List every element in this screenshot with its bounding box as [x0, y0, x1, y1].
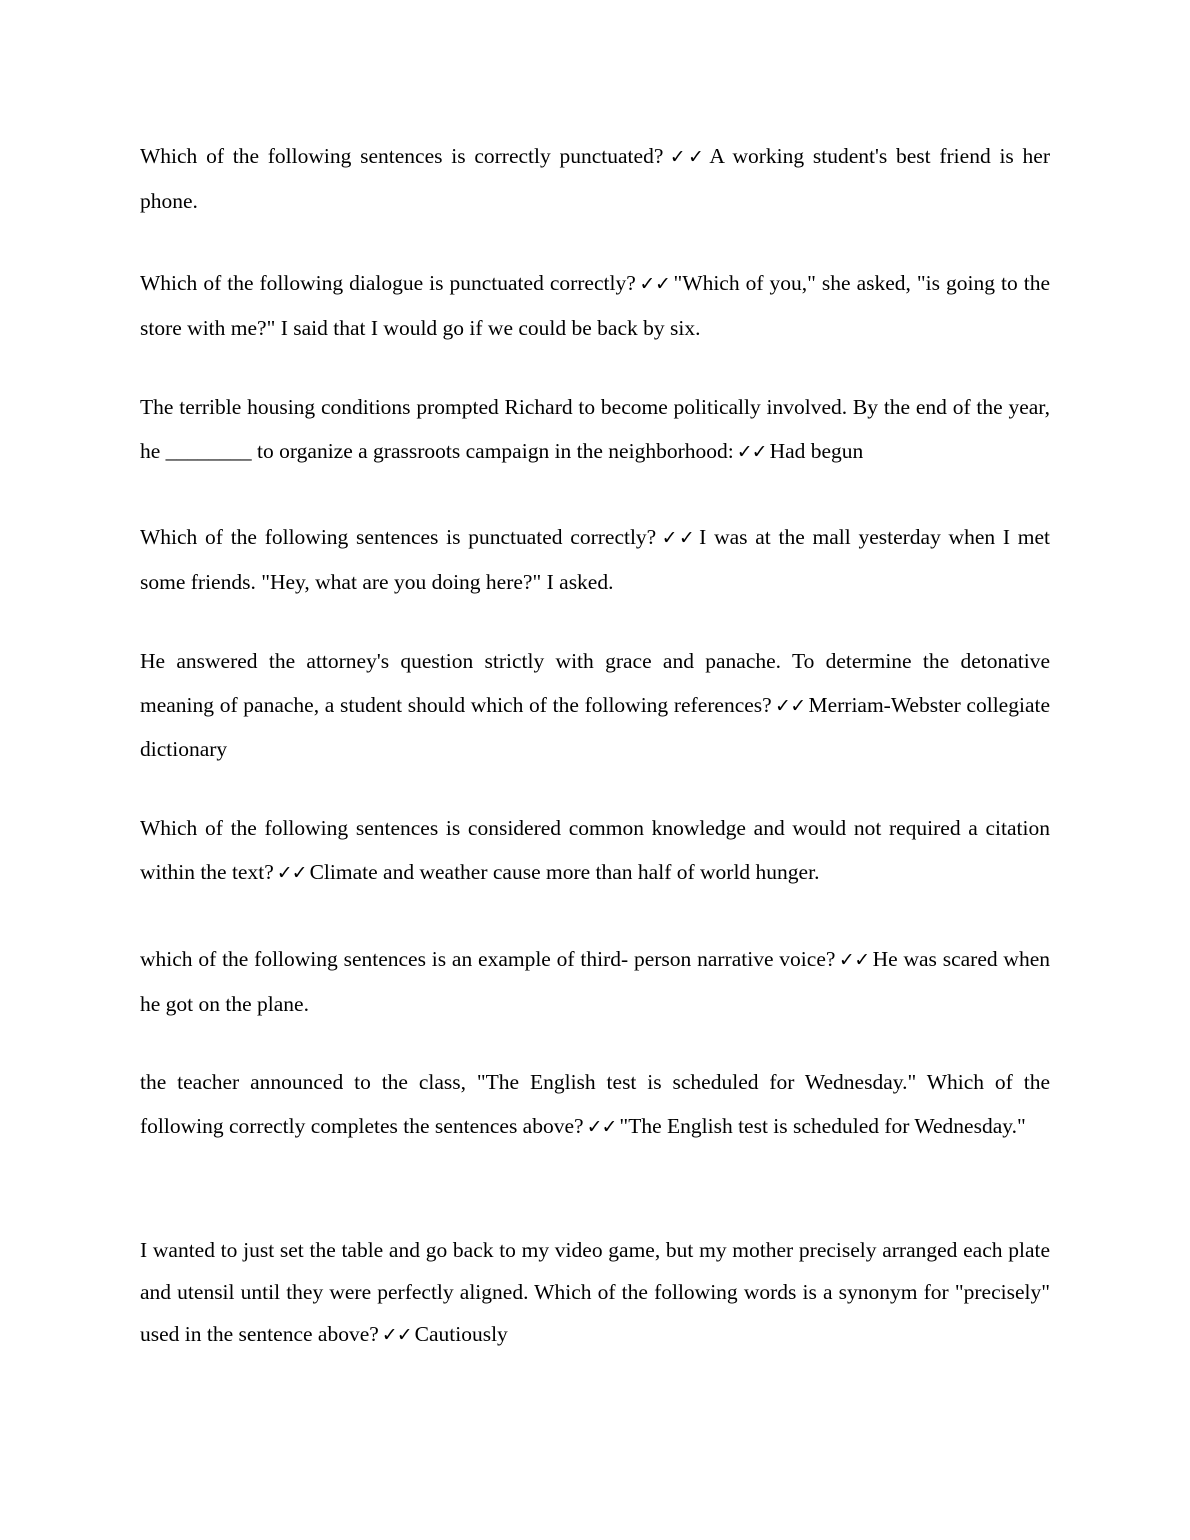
answer-text: Climate and weather cause more than half of world hunger.	[309, 859, 820, 884]
answer-text: "The English test is scheduled for Wednesday."	[619, 1113, 1026, 1138]
double-check-icon: ✓✓	[736, 440, 767, 463]
question-text: Which of the following sentences is correctly punctuated?	[140, 144, 664, 168]
question-text: which of the following sentences is an example of third- person narrative voice?	[140, 947, 836, 971]
answer-text: A working student's best friend is her phone.	[140, 144, 1051, 213]
question-text: Which of the following dialogue is punctuated correctly?	[140, 271, 636, 295]
qa-item-5	[140, 640, 1050, 772]
qa-item-7	[140, 938, 1050, 1026]
double-check-icon: ✓✓	[838, 949, 870, 971]
double-check-icon: ✓✓	[666, 146, 707, 168]
question-text: Which of the following sentences is punctuated correctly?	[140, 525, 657, 549]
qa-item-8	[140, 1061, 1050, 1149]
double-check-icon: ✓✓	[586, 1115, 617, 1138]
answer-text: "Which of you," she asked, "is going to the store with me?" I said that I would go if we could be back by six.	[140, 271, 1050, 340]
qa-item-9	[140, 1229, 1050, 1356]
double-check-icon: ✓✓	[659, 527, 697, 549]
question-text: The terrible housing conditions prompted Richard to become politically involved. By the end of the year, he ________ to organize a grassroots campaign in the neighborhood:	[140, 395, 1050, 463]
answer-text: Had begun	[769, 438, 864, 463]
double-check-icon: ✓✓	[276, 861, 307, 884]
question-text: I wanted to just set the table and go back to my video game, but my mother precisely arranged each plate and utensil until they were perfectly aligned. Which of the following words is a synonym for "precisely" used in the sentence above?	[140, 1238, 1050, 1346]
question-text: Which of the following sentences is considered common knowledge and would not required a citation within the text?	[140, 816, 1050, 884]
double-check-icon: ✓✓	[638, 273, 671, 295]
answer-text: Merriam-Webster collegiate dictionary	[140, 692, 1050, 761]
double-check-icon: ✓✓	[774, 694, 806, 717]
answer-text: He was scared when he got on the plane.	[140, 947, 1050, 1016]
double-check-icon: ✓✓	[381, 1324, 412, 1346]
answer-text: I was at the mall yesterday when I met some friends. "Hey, what are you doing here?" I asked.	[140, 525, 1050, 594]
qa-item-1	[140, 135, 1050, 223]
qa-item-4	[140, 516, 1050, 604]
qa-item-2	[140, 262, 1050, 350]
qa-item-6	[140, 807, 1050, 895]
answer-text: Cautiously	[414, 1322, 508, 1346]
qa-item-3	[140, 386, 1050, 474]
question-text: the teacher announced to the class, "The English test is scheduled for Wednesday." Which of the following correctly completes the sentences above?	[140, 1070, 1050, 1138]
question-text: He answered the attorney's question strictly with grace and panache. To determine the detonative meaning of panache, a student should which of the following references?	[140, 649, 1050, 717]
